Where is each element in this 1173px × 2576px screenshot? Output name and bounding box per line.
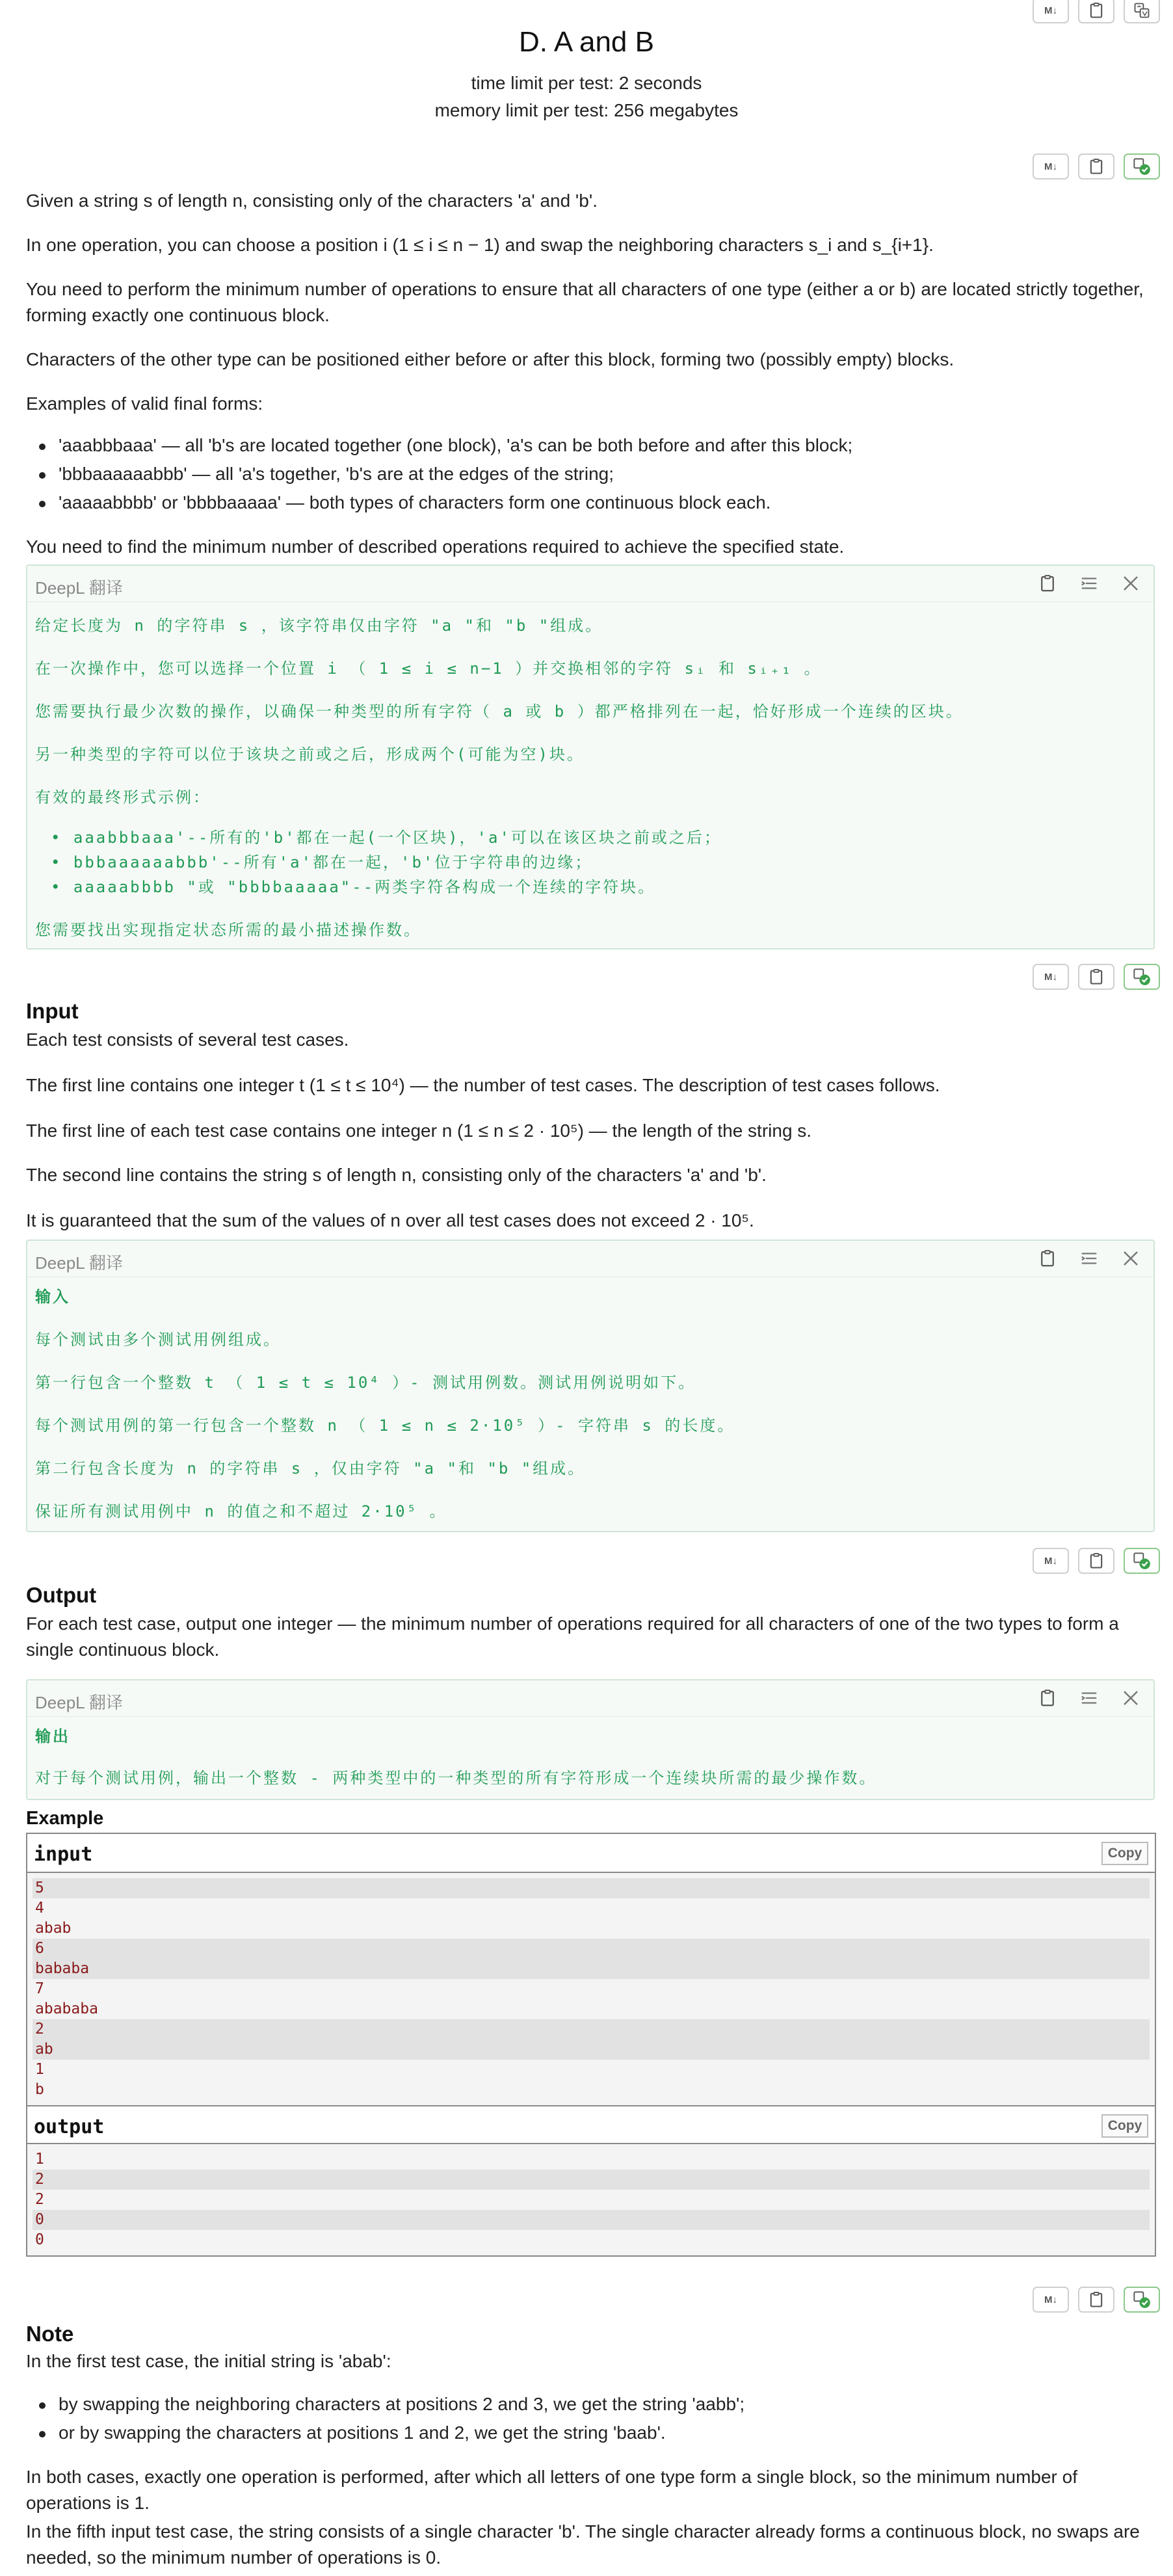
- deepl-line: 有效的最终形式示例：: [35, 788, 211, 806]
- list-item: [39, 2391, 1144, 2418]
- input-p3: The first line of each test case contains one integer n (1 ≤ n ≤ 2 · 10⁵) — the length of the string s.: [26, 1121, 812, 1141]
- format-lines-icon[interactable]: [1079, 1688, 1099, 1708]
- top-toolbar: [1033, 0, 1160, 23]
- close-icon[interactable]: [1121, 574, 1140, 593]
- note-p2b: operations is 1.: [26, 2493, 150, 2513]
- clipboard-icon: [1087, 157, 1105, 176]
- example-output-line: 0: [33, 2210, 1150, 2230]
- list-item: [39, 432, 1144, 459]
- example-input-line: 6: [33, 1939, 1150, 1959]
- translate-check-icon: [1133, 157, 1151, 176]
- example-output-line: 1: [35, 2151, 44, 2168]
- note-heading: Note: [26, 2322, 74, 2346]
- example-output-line: 2: [33, 2170, 1150, 2190]
- format-lines-icon[interactable]: [1079, 574, 1099, 593]
- bullet-text: 'bbbaaaaaabbb' — all 'a's together, 'b's are at the edges of the string;: [59, 464, 614, 484]
- input-p1: Each test consists of several test cases.: [26, 1029, 349, 1050]
- deepl-line: 给定长度为 n 的字符串 s ，该字符串仅由字符 "a "和 "b "组成。: [35, 617, 603, 635]
- deepl-line: 您需要找出实现指定状态所需的最小描述操作数。: [35, 921, 421, 939]
- deepl-line: 您需要执行最少次数的操作，以确保一种类型的所有字符（ a 或 b ）都严格排列在一起，恰好形成一个连续的区块。: [35, 702, 964, 721]
- list-item: [39, 2419, 1144, 2447]
- deepl-bullet: • bbbaaaaaabbb'--所有'a'都在一起，'b'位于字符串的边缘；: [51, 853, 593, 871]
- deepl-line: 保证所有测试用例中 n 的值之和不超过 2·10⁵ 。: [35, 1502, 447, 1520]
- bullet-text: by swapping the neighboring characters at positions 2 and 3, we get the string 'aabb';: [59, 2394, 745, 2414]
- markdown-button[interactable]: M↓: [1033, 2287, 1069, 2313]
- bullet-text: 'aaaaabbbb' or 'bbbbaaaaa' — both types of characters form one continuous block each.: [59, 492, 771, 512]
- time-limit: time limit per test: 2 seconds: [471, 73, 702, 93]
- note-p3b: needed, so the minimum number of operations is 0.: [26, 2547, 442, 2568]
- statement-p3a: You need to perform the minimum number of operations to ensure that all characters of one type (either a or b) are located strictly together,: [26, 279, 1144, 299]
- example-input-line: bababa: [33, 1959, 1150, 1979]
- example-output-header: [27, 2105, 1155, 2144]
- copy-output-button[interactable]: Copy: [1101, 2114, 1148, 2138]
- deepl-line: 另一种类型的字符可以位于该块之前或之后，形成两个(可能为空)块。: [35, 745, 585, 764]
- output-p1a: For each test case, output one integer — the minimum number of operations required for all characters of one of the two types to form a: [26, 1613, 1119, 1634]
- deepl-bullet: • aaabbbaaa'--所有的'b'都在一起(一个区块)，'a'可以在该区块之前或之后；: [51, 829, 722, 847]
- clipboard-icon: [1087, 1552, 1105, 1570]
- copy-clipboard-button[interactable]: [1078, 1548, 1114, 1574]
- example-input-line: abab: [35, 1920, 72, 1937]
- note-p3a: In the fifth input test case, the string consists of a single character 'b'. The single character already forms a continuous block, no swaps are: [26, 2521, 1140, 2542]
- example-input-line: 1: [35, 2061, 44, 2078]
- deepl-line: 对于每个测试用例，输出一个整数 - 两种类型中的一种类型的所有字符形成一个连续块所需的最少操作数。: [35, 1769, 877, 1787]
- note-p2a: In both cases, exactly one operation is performed, after which all letters of one type form a single block, so the minimum number of: [26, 2467, 1078, 2487]
- deepl-line: 每个测试用例的第一行包含一个整数 n （ 1 ≤ n ≤ 2·10⁵ ）- 字符串 s 的长度。: [35, 1416, 735, 1435]
- deepl-translation-panel: [26, 564, 1155, 949]
- markdown-button[interactable]: M↓: [1033, 153, 1069, 179]
- translate-done-button[interactable]: [1124, 1548, 1160, 1574]
- deepl-line: 在一次操作中，您可以选择一个位置 i （ 1 ≤ i ≤ n−1 ）并交换相邻的字符 sᵢ 和 sᵢ₊₁ 。: [35, 659, 822, 678]
- statement-p4: Characters of the other type can be positioned either before or after this block, forming two (possibly empty) blocks.: [26, 349, 955, 369]
- example-input-title: input: [34, 1843, 93, 1866]
- input-p2: The first line contains one integer t (1 ≤ t ≤ 10⁴) — the number of test cases. The description of test cases follows.: [26, 1075, 940, 1095]
- bullet-text: or by swapping the characters at positions 1 and 2, we get the string 'baab'.: [59, 2423, 666, 2443]
- statement-toolbar: [1033, 153, 1160, 179]
- statement-p3b: forming exactly one continuous block.: [26, 305, 330, 325]
- example-input-line: abababa: [35, 2000, 98, 2017]
- input-p4: The second line contains the string s of length n, consisting only of the characters 'a' and 'b'.: [26, 1165, 767, 1185]
- example-output-line: 0: [35, 2231, 44, 2248]
- input-p5: It is guaranteed that the sum of the values of n over all test cases does not exceed 2 · 10⁵.: [26, 1210, 754, 1230]
- deepl-heading: 输出: [35, 1727, 70, 1746]
- statement-p5: Examples of valid final forms:: [26, 393, 263, 414]
- example-heading: Example: [26, 1808, 104, 1829]
- input-toolbar: [1033, 964, 1160, 990]
- list-item: [39, 489, 1144, 516]
- example-input-line: 5: [33, 1878, 1150, 1898]
- markdown-button[interactable]: M↓: [1033, 0, 1069, 23]
- deepl-label: DeepL 翻译: [35, 1253, 123, 1273]
- example-input-line: 7: [35, 1980, 44, 1997]
- statement-p2: In one operation, you can choose a position i (1 ≤ i ≤ n − 1) and swap the neighboring characters s_i and s_{i+1}.: [26, 235, 934, 255]
- copy-clipboard-button[interactable]: [1078, 2287, 1114, 2313]
- output-heading: Output: [26, 1583, 97, 1607]
- copy-clipboard-button[interactable]: [1078, 964, 1114, 990]
- translate-check-icon: [1133, 1552, 1151, 1570]
- copy-clipboard-button[interactable]: [1078, 153, 1114, 179]
- example-output-line: 2: [35, 2191, 44, 2208]
- translate-check-icon: [1133, 2291, 1151, 2309]
- example-block: [26, 1833, 1156, 2257]
- bullet-text: 'aaabbbaaa' — all 'b's are located together (one block), 'a's can be both before and after this block;: [59, 435, 853, 455]
- example-output-title: output: [34, 2116, 105, 2138]
- problem-title: D. A and B: [519, 26, 654, 58]
- translate-done-button[interactable]: [1124, 964, 1160, 990]
- example-input-header: [27, 1834, 1155, 1873]
- translate-done-button[interactable]: [1124, 2287, 1160, 2313]
- statement-p1: Given a string s of length n, consisting only of the characters 'a' and 'b'.: [26, 191, 598, 211]
- clipboard-icon[interactable]: [1038, 1249, 1057, 1268]
- copy-input-button[interactable]: Copy: [1101, 1842, 1148, 1865]
- memory-limit: memory limit per test: 256 megabytes: [434, 100, 739, 120]
- translate-icon: [1133, 1, 1151, 20]
- input-heading: Input: [26, 999, 79, 1023]
- deepl-line: 第二行包含长度为 n 的字符串 s ，仅由字符 "a "和 "b "组成。: [35, 1459, 586, 1478]
- example-output-body: [27, 2144, 1155, 2255]
- list-item: [39, 460, 1144, 488]
- translate-done-button[interactable]: [1124, 153, 1160, 179]
- deepl-line: 每个测试由多个测试用例组成。: [35, 1331, 281, 1349]
- clipboard-icon: [1087, 968, 1105, 986]
- deepl-bullet: • aaaaabbbb "或 "bbbbaaaaa"--两类字符各构成一个连续的字符块。: [51, 878, 656, 896]
- note-toolbar: [1033, 2287, 1160, 2313]
- deepl-translation-panel: [26, 1679, 1155, 1800]
- deepl-heading: 输入: [35, 1288, 70, 1306]
- translate-check-icon: [1133, 968, 1151, 986]
- deepl-translation-panel: [26, 1240, 1155, 1532]
- output-toolbar: [1033, 1548, 1160, 1574]
- translate-button[interactable]: [1124, 0, 1160, 23]
- markdown-button[interactable]: M↓: [1033, 964, 1069, 990]
- example-input-line: ab: [33, 2039, 1150, 2060]
- clipboard-icon[interactable]: [1038, 574, 1057, 593]
- clipboard-icon: [1087, 2291, 1105, 2309]
- clipboard-icon: [1087, 1, 1105, 20]
- copy-clipboard-button[interactable]: [1078, 0, 1114, 23]
- statement-p6: You need to find the minimum number of described operations required to achieve the specified state.: [26, 537, 845, 557]
- output-p1b: single continuous block.: [26, 1640, 220, 1660]
- format-lines-icon[interactable]: [1079, 1249, 1099, 1268]
- close-icon[interactable]: [1121, 1688, 1140, 1708]
- markdown-button[interactable]: M↓: [1033, 1548, 1069, 1574]
- deepl-line: 第一行包含一个整数 t （ 1 ≤ t ≤ 10⁴ ）- 测试用例数。测试用例说明如下。: [35, 1374, 696, 1392]
- deepl-label: DeepL 翻译: [35, 1693, 123, 1712]
- example-input-line: 2: [33, 2019, 1150, 2039]
- note-p1: In the first test case, the initial string is 'abab':: [26, 2351, 391, 2371]
- example-input-line: b: [35, 2081, 44, 2098]
- example-input-line: 4: [35, 1900, 44, 1917]
- example-input-body: [27, 1873, 1155, 2105]
- deepl-label: DeepL 翻译: [35, 578, 123, 598]
- clipboard-icon[interactable]: [1038, 1688, 1057, 1708]
- close-icon[interactable]: [1121, 1249, 1140, 1268]
